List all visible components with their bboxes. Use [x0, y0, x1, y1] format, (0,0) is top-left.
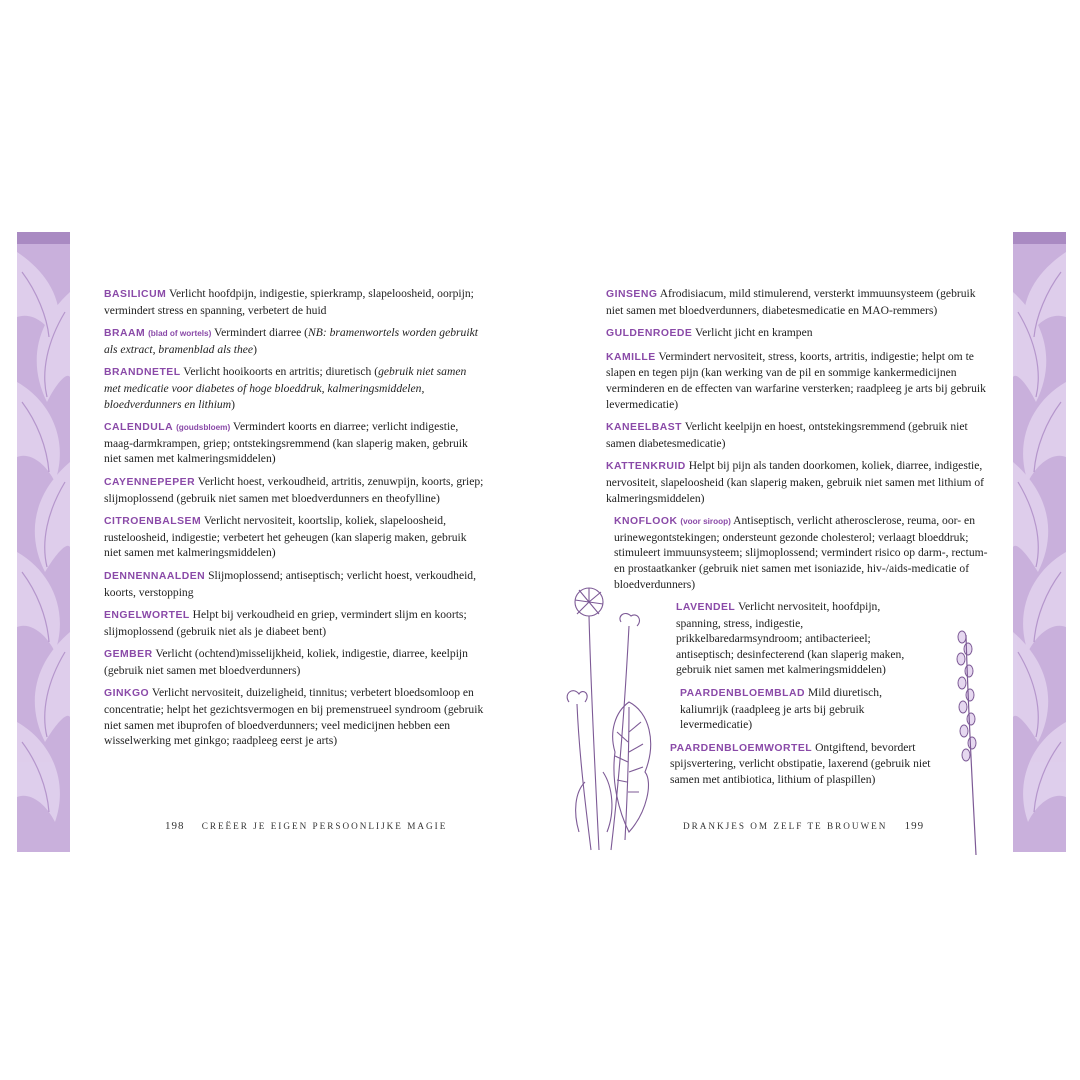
herb-entry: [680, 685, 906, 733]
herb-entry: [104, 568, 484, 600]
left-page-footer: [165, 820, 447, 832]
herb-name: GINKGO: [104, 688, 150, 700]
herb-name: BASILICUM: [104, 289, 167, 300]
herb-italic-note: gebruik niet samen met medicatie voor diabetes of hoge bloeddruk, kalmeringsmiddelen, bloedverdunners en lithium: [104, 365, 467, 411]
herb-description-end: ): [231, 397, 235, 411]
herb-entry: [614, 513, 994, 592]
herb-italic-note: NB: bramenwortels worden gebruikt als extract, bramenblad als thee: [104, 326, 478, 356]
herb-subnote: (voor siroop): [680, 517, 731, 527]
acanthus-leaf-pattern: [1013, 232, 1066, 852]
herb-name: KAMILLE: [606, 351, 656, 363]
herb-description: Antiseptisch, verlicht atherosclerose, reuma, oor- en urinewegontstekingen; ondersteunt gezonde cholesterol; verlaagt bloeddruk; stimuleert immuunsysteem; slijmoplossend; vermindert risico op darm-, rectum- en prostaatkanker (gebruik niet samen met isoniazide, hiv-/aids-medicatie of bloedverdunners): [614, 514, 988, 591]
herb-name: BRAAM: [104, 328, 146, 340]
herb-name: PAARDENBLOEMBLAD: [680, 688, 805, 700]
herb-description: Verlicht nervositeit, hoofdpijn, spanning, stress, indigestie, prikkelbaredarmsyndroom; antibacterieel; antiseptisch; desinfecterend (kan slaperig maken, gebruik niet samen met kalmeringsmiddelen): [676, 600, 905, 677]
herb-description: Verlicht (ochtend)misselijkheid, koliek, indigestie, diarree, keelpijn (gebruik niet samen met bloedverdunners): [104, 647, 468, 677]
herb-description-end: ): [253, 342, 257, 356]
herb-name: CAYENNEPEPER: [104, 476, 196, 488]
herb-name: BRANDNETEL: [104, 367, 181, 379]
herb-entry: [104, 286, 484, 318]
herb-subnote: (goudsbloem): [176, 423, 231, 433]
herb-entry: [606, 286, 986, 318]
herb-name: LAVENDEL: [676, 602, 736, 614]
herb-description: Slijmoplossend; antiseptisch; verlicht hoest, verkoudheid, koorts, verstopping: [104, 568, 477, 599]
herb-entry: [606, 419, 986, 451]
herb-description: Verlicht hooikoorts en artritis; diuretisch (: [183, 365, 379, 379]
page-number: 198: [165, 820, 185, 832]
herb-entry: [104, 607, 484, 639]
herb-entry: [104, 364, 484, 412]
herb-name: DENNENNAALDEN: [104, 570, 206, 582]
herb-name: GINSENG: [606, 289, 658, 300]
herb-name: GULDENROEDE: [606, 328, 693, 340]
herb-entry: [676, 599, 926, 678]
herb-description: Verlicht jicht en krampen: [695, 326, 813, 340]
book-spread: [17, 232, 1066, 852]
herb-entry: [104, 474, 484, 506]
herb-entry: [104, 419, 484, 467]
herb-description: Helpt bij pijn als tanden doorkomen, koliek, diarree, indigestie, nervositeit, slapeloosheid (kan slaperig maken, gebruik niet samen met lithium of kalmeringsmiddelen): [606, 459, 984, 505]
herb-name: KANEELBAST: [606, 422, 683, 434]
right-decorative-band: [1013, 232, 1066, 852]
herb-description: Verlicht hoofdpijn, indigestie, spierkramp, slapeloosheid, oorpijn; vermindert stress en spanning, verbetert de huid: [104, 287, 474, 317]
herb-description: Helpt bij verkoudheid en griep, vermindert slijm en koorts; slijmoplossend (gebruik niet als je diabeet bent): [104, 608, 467, 638]
herb-description: Verlicht hoest, verkoudheid, artritis, zenuwpijn, koorts, griep; slijmoplossend (gebruik niet samen met bloedverdunners en theofylline): [104, 474, 484, 505]
herb-description: Verlicht nervositeit, koortslip, koliek, slapeloosheid, rusteloosheid, indigestie; verbetert het geheugen (kan slaperig maken, gebruik niet samen met kalmeringsmiddelen): [104, 514, 467, 560]
herb-description: Vermindert koorts en diarree; verlicht indigestie, maag-darmkrampen, griep; ontstekingsremmend (kan slaperig maken, gebruik niet samen met kalmeringsmiddelen): [104, 420, 468, 466]
page-number: 199: [904, 820, 925, 832]
herb-name: CALENDULA: [104, 422, 174, 434]
acanthus-leaf-pattern: [17, 232, 70, 852]
right-page: [606, 286, 986, 795]
herb-entry: [104, 513, 484, 561]
herb-entry: [104, 646, 484, 678]
herb-name: KATTENKRUID: [606, 461, 686, 473]
herb-entry: [670, 740, 954, 788]
herb-entry: [606, 349, 986, 412]
herb-description: Ontgiftend, bevordert spijsvertering, verlicht obstipatie, laxerend (gebruik niet samen met antibiotica, lithium of plaspillen): [670, 740, 931, 787]
herb-entry: [606, 458, 986, 506]
herb-description: Vermindert diarree (: [214, 326, 309, 340]
herb-description: Mild diuretisch, kaliumrijk (raadpleeg je arts bij gebruik levermedicatie): [680, 686, 882, 732]
herb-name: ENGELWORTEL: [104, 610, 190, 622]
right-page-footer: [683, 820, 924, 832]
herb-name: CITROENBALSEM: [104, 516, 202, 528]
herb-description: Verlicht nervositeit, duizeligheid, tinnitus; verbetert bloedsomloop en concentratie; helpt het gezichtsvermogen en bij premenstrueel syndroom (gebruik niet samen met ibuprofen of bloedverdunners; veel medicijnen hebben een wisselwerking met ginkgo; raadpleeg eerst je arts): [104, 686, 484, 748]
herb-name: PAARDENBLOEMWORTEL: [670, 742, 813, 754]
running-title: CREËER JE EIGEN PERSOONLIJKE MAGIE: [201, 821, 448, 831]
left-decorative-band: [17, 232, 70, 852]
herb-name: KNOFLOOK: [614, 516, 678, 528]
herb-subnote: (blad of wortels): [148, 329, 212, 339]
herb-name: GEMBER: [104, 649, 153, 661]
herb-description: Verlicht keelpijn en hoest, ontstekingsremmend (gebruik niet samen diabetesmedicatie): [606, 420, 968, 450]
herb-description: Vermindert nervositeit, stress, koorts, artritis, indigestie; helpt om te slapen en tegen pijn (kan werking van de pil en sommige kankermedicijnen verminderen en de effecten van warfarine versterken; raadpleeg je arts bij gebruik levermedicatie): [606, 349, 986, 411]
herb-entry: [104, 325, 484, 357]
herb-description: Afrodisiacum, mild stimulerend, versterkt immuunsysteem (gebruik niet samen met bloedverdunners, diabetesmedicatie en MAO-remmers): [606, 287, 976, 317]
herb-entry: [606, 325, 986, 342]
left-page: [104, 286, 484, 756]
herb-entry: [104, 685, 484, 748]
running-title: DRANKJES OM ZELF TE BROUWEN: [683, 821, 888, 831]
